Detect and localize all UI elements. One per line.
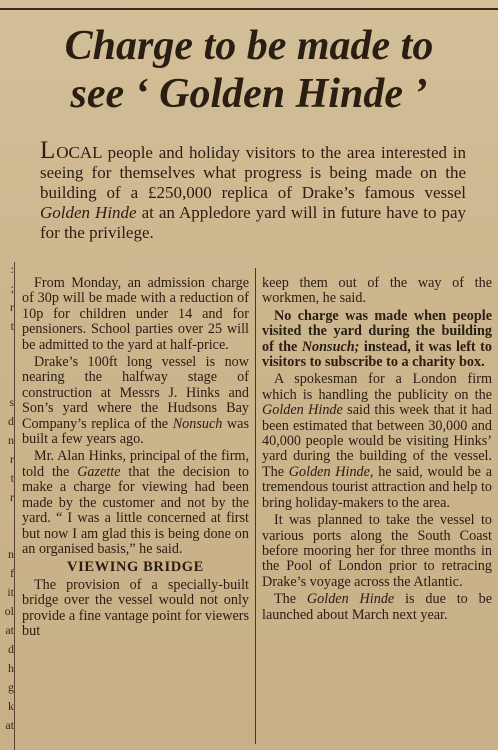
paragraph: A spokesman for a London firm which is handling the publicity on the Golden Hinde said this week that it had been estimated that between 30,000 and 40,000 people would be visiting Hinks’ yard during the building of the vessel. The Golden Hinde, he said, would be a tremendous tourist attraction and help to bring holiday-makers to the area. [262,371,492,511]
fragment-text: k [8,699,14,713]
fragment-text: r [10,490,14,504]
right-column [262,276,492,623]
fragment-text: g [8,680,14,694]
lead-drop-cap: L [40,137,57,164]
fragment-text: n [8,547,14,561]
paragraph: Mr. Alan Hinks, principal of the firm, told the Gazette that the decision to make a charge for viewing had been made by the customer and not by the yard. “ I was a little concerned at first but now I am glad this is being done on an organised basis,” he said. [22,448,249,557]
fragment-text: at [5,718,14,732]
fragment-text: h [8,661,14,675]
fragment-text [0,376,14,395]
fragment-text: d [8,414,14,428]
fragment-text: at [5,623,14,637]
column-rule [255,268,256,744]
fragment-text: : [10,262,14,276]
paragraph: keep them out of the way of the workmen, he said. [262,275,492,307]
paragraph: The provision of a specially-built bridge over the vessel would not only provide a fine vantage point for viewers but [22,576,249,639]
subheading: VIEWING BRIDGE [67,559,204,576]
fragment-text: r [10,300,14,314]
lead-paragraph: LOCAL people and holiday visitors to the area interested in seeing for themselves what progress is being made on the building of a £250,000 replica of Drake’s famous vessel Golden Hinde at an Appledore yard will in future have to pay for the privilege. [40,137,466,242]
fragment-text: r [10,452,14,466]
fragment-text [0,528,14,547]
left-column [22,276,249,639]
fragment-text [0,338,14,357]
fragment-text [0,357,14,376]
headline-line-2: see ‘ Golden Hinde ’ [70,71,428,117]
fragment-text: it [7,585,14,599]
ship-name: Golden Hinde, [288,463,374,480]
fragment-text [0,509,14,528]
adjacent-column-fragments [0,262,14,750]
ship-name: Golden Hinde [306,591,395,608]
paragraph: From Monday, an admission charge of 30p will be made with a reduction of 10p for children under 14 and for pensioners. School parties over 25 will be admitted to the yard at half-price. [22,275,249,353]
ship-name: Golden Hinde [40,203,137,222]
fragment-text: f [10,566,14,580]
top-border [0,0,498,10]
headline-line-1: Charge to be made to [64,23,434,69]
headline [10,22,488,118]
fragment-text: s [9,395,14,409]
lead-small-caps: OCAL [56,143,102,162]
ship-name: Nonsuch; [301,338,360,355]
newspaper-name: Gazette [77,463,121,480]
fragment-text: ol [4,604,14,618]
fragment-text: t [10,471,14,485]
left-column-rule [14,262,15,750]
fragment-text: n [8,433,14,447]
fragment-text: ; [10,281,14,295]
fragment-text: d [8,642,14,656]
fragment-text: t [10,319,14,333]
paragraph: It was planned to take the vessel to various ports along the South Coast before mooring her for three months in the Pool of London prior to retracing Drake’s voyage across the Atlantic. [262,512,492,590]
ship-name: Nonsuch [172,415,223,432]
bold-paragraph: No charge was made when people visited the yard during the building of the Nonsuch; instead, it was left to visitors to subscribe to a charity box. [262,307,492,371]
paragraph: Drake’s 100ft long vessel is now nearing the halfway stage of construction at Messrs J. Hinks and Son’s yard where the Hudsons Bay Company’s replica of the Nonsuch was built a few years ago. [22,354,249,448]
ship-name: Golden Hinde [262,402,343,419]
paragraph: The Golden Hinde is due to be launched about March next year. [262,591,492,623]
